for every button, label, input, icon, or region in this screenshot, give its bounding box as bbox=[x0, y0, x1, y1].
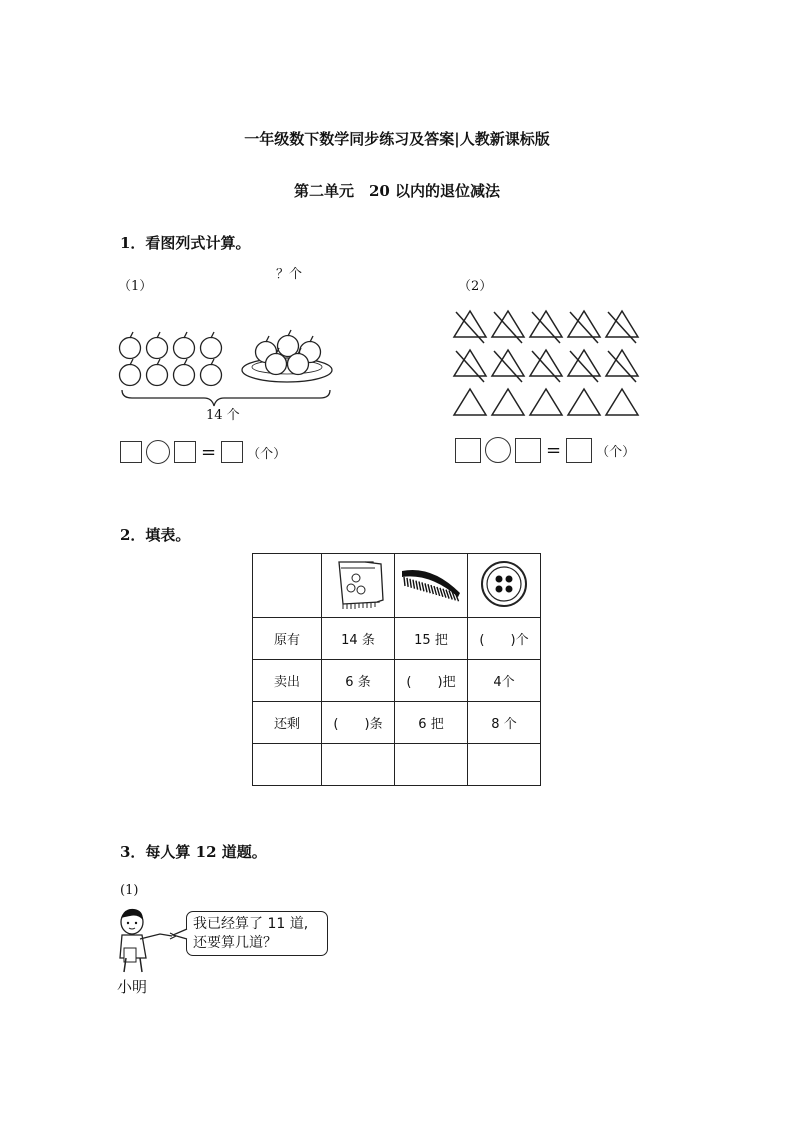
speech-pointer-icon bbox=[172, 928, 188, 940]
total-count-label: 14 个 bbox=[206, 408, 240, 423]
answer-box[interactable] bbox=[455, 438, 481, 463]
apple-icon bbox=[147, 332, 168, 359]
unit-label: （个） bbox=[247, 446, 287, 462]
q1-equation-1 bbox=[120, 440, 286, 464]
unit-subtitle: 第二单元 20 以内的退位减法 bbox=[293, 182, 501, 200]
row-label: 原有 bbox=[253, 618, 322, 660]
triangle-icon bbox=[568, 389, 600, 415]
operator-circle[interactable] bbox=[146, 440, 170, 464]
q1-equation-2 bbox=[455, 437, 635, 463]
apple-icon bbox=[120, 359, 141, 386]
button-icon bbox=[478, 558, 530, 610]
row-label: 卖出 bbox=[253, 660, 322, 702]
document-title: 一年级数下数学同步练习及答案|人教新课标版 bbox=[244, 130, 550, 148]
answer-box[interactable] bbox=[221, 441, 243, 463]
crossed-triangle-icon bbox=[606, 350, 638, 382]
answer-box[interactable] bbox=[566, 438, 592, 463]
crossed-triangle-icon bbox=[492, 311, 524, 343]
name-label: 小明 bbox=[117, 978, 148, 996]
speech-bubble bbox=[186, 911, 328, 956]
empty-cell[interactable] bbox=[253, 744, 322, 786]
table-corner-cell bbox=[253, 554, 322, 618]
table-cell: 6 条 bbox=[322, 660, 395, 702]
boy-xiaoming-icon bbox=[112, 906, 186, 976]
triangle-icon bbox=[606, 389, 638, 415]
equals-sign: = bbox=[546, 439, 562, 461]
answer-box[interactable] bbox=[120, 441, 142, 463]
table-cell: 4个 bbox=[468, 660, 541, 702]
scarf-icon bbox=[329, 556, 387, 612]
answer-box[interactable] bbox=[515, 438, 541, 463]
crossed-triangle-icon bbox=[568, 350, 600, 382]
question-count-label: ？个 bbox=[276, 267, 303, 282]
triangle-icon bbox=[530, 389, 562, 415]
crossed-triangle-icon bbox=[492, 350, 524, 382]
empty-cell[interactable] bbox=[468, 744, 541, 786]
table-header-cell bbox=[395, 554, 468, 618]
table-cell: 8 个 bbox=[468, 702, 541, 744]
table-header-cell bbox=[322, 554, 395, 618]
apple-icon bbox=[147, 359, 168, 386]
triangle-icon bbox=[454, 389, 486, 415]
speech-line-2: 还要算几道？ bbox=[193, 935, 277, 951]
apple-icon bbox=[278, 330, 299, 357]
equals-sign: = bbox=[201, 441, 217, 463]
empty-cell[interactable] bbox=[322, 744, 395, 786]
triangle-grid bbox=[450, 305, 645, 420]
q1-part1-label: （1） bbox=[118, 279, 153, 294]
triangle-icon bbox=[492, 389, 524, 415]
q1-heading: 1．看图列式计算。 bbox=[120, 234, 251, 252]
crossed-triangle-icon bbox=[454, 311, 486, 343]
apple-icon bbox=[201, 332, 222, 359]
table-cell: 15 把 bbox=[395, 618, 468, 660]
table-cell-blank[interactable]: ( )个 bbox=[468, 618, 541, 660]
q3-heading: 3．每人算 12 道题。 bbox=[120, 843, 267, 861]
fill-table bbox=[252, 553, 541, 786]
crossed-triangle-icon bbox=[454, 350, 486, 382]
apple-icon bbox=[201, 359, 222, 386]
row-label: 还剩 bbox=[253, 702, 322, 744]
q3-part1-label: (1) bbox=[120, 883, 139, 898]
operator-circle[interactable] bbox=[485, 437, 511, 463]
apple-icon bbox=[174, 359, 195, 386]
speech-line-1: 我已经算了 11 道, bbox=[193, 916, 309, 932]
table-cell-blank[interactable]: ( )条 bbox=[322, 702, 395, 744]
crossed-triangle-icon bbox=[530, 350, 562, 382]
empty-cell[interactable] bbox=[395, 744, 468, 786]
table-cell: 14 条 bbox=[322, 618, 395, 660]
comb-icon bbox=[398, 559, 464, 609]
crossed-triangle-icon bbox=[606, 311, 638, 343]
apple-icon bbox=[174, 332, 195, 359]
q2-heading: 2．填表。 bbox=[120, 526, 191, 544]
apple-icon bbox=[120, 332, 141, 359]
crossed-triangle-icon bbox=[568, 311, 600, 343]
table-cell: 6 把 bbox=[395, 702, 468, 744]
table-header-cell bbox=[468, 554, 541, 618]
crossed-triangle-icon bbox=[530, 311, 562, 343]
answer-box[interactable] bbox=[174, 441, 196, 463]
table-cell-blank[interactable]: ( )把 bbox=[395, 660, 468, 702]
unit-label: （个） bbox=[596, 444, 636, 460]
q1-part2-label: （2） bbox=[458, 279, 493, 294]
